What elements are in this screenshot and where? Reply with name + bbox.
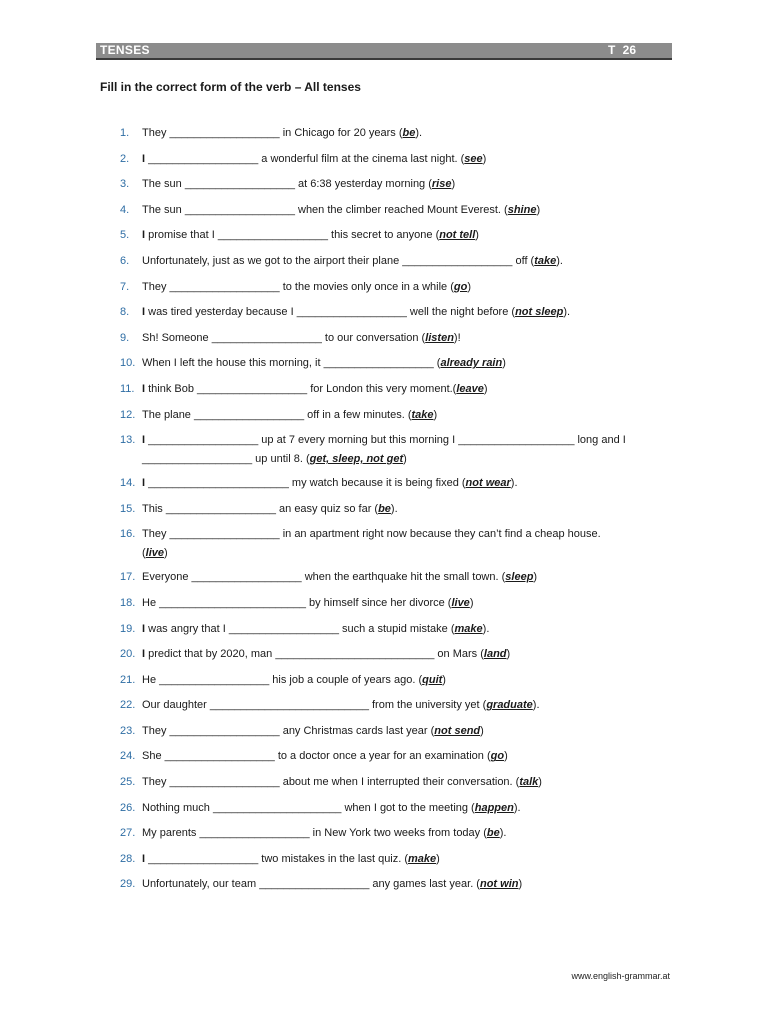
sentence-text: in Chicago for 20 years ( [279,127,403,139]
answer-blank: __________________ [164,750,275,763]
sentence-text: up until 8. ( [252,453,310,466]
sentence-text: by himself since her divorce ( [305,596,452,609]
sentence-text: to the movies only once in a while ( [279,280,454,293]
exercise-item [120,570,680,584]
item-number: 12. [120,408,136,421]
item-sentence [142,877,680,891]
sentence-text: an easy quiz so far ( [275,502,379,515]
item-number: 28. [120,852,136,865]
sentence-start: When I left the house this morning, it [142,357,324,370]
sentence-start: Unfortunately, just as we got to the airport their plane [142,254,403,267]
sentence-start: My parents [142,827,200,840]
sentence-text: ( [142,547,146,560]
verb-hint: make [408,852,437,865]
item-number: 20. [120,648,136,661]
exercise-item [120,877,680,891]
sentence-text: well the night before ( [406,306,516,319]
item-sentence [142,775,680,789]
answer-blank: __________________ [159,673,270,686]
sentence-text: his job a couple of years ago. ( [269,673,423,686]
sentence-text: any games last year. ( [369,878,480,891]
item-sentence-continued [142,546,680,560]
answer-blank: _______________________ [148,477,289,490]
item-sentence [142,724,680,738]
sentence-text: to a doctor once a year for an examination ( [274,750,491,763]
exercise-item [120,852,680,866]
sentence-start: This [142,502,166,515]
item-sentence [142,647,680,661]
item-number: 26. [120,801,136,814]
verb-hint: live [145,547,165,560]
sentence-text: _ long and I [568,434,626,447]
item-sentence [142,203,680,217]
sentence-end: ) [436,852,440,865]
sentence-end: ) [506,648,511,661]
answer-blank: __________________ [211,331,322,344]
item-number: 11. [120,382,135,395]
sentence-end: ). [563,306,571,319]
sentence-start: I was tired yesterday because I [142,306,297,319]
answer-blank: __________________ [165,502,276,515]
header-title: TENSES [100,43,150,57]
item-number: 3. [120,178,130,191]
sentence-end: ) [482,152,487,165]
item-sentence [142,801,680,815]
answer-blank: __________________ [184,203,295,216]
item-sentence [142,622,680,636]
sentence-text: my watch because it is being fixed ( [288,477,466,490]
sentence-end: ) [480,724,484,737]
exercise-item [120,622,680,636]
answer-blank: __________________ [169,528,280,541]
exercise-item [120,228,680,242]
exercise-item [120,408,680,422]
item-sentence [142,331,680,345]
answer-blank: __________________ [193,408,305,421]
sentence-text: such a stupid mistake ( [338,622,455,635]
answer-blank: __________________ [148,434,259,447]
exercise-item [120,356,680,370]
verb-hint: talk [519,776,539,789]
sentence-end: ). [513,801,521,814]
item-number: 15. [120,502,136,515]
item-sentence [142,280,680,294]
answer-blank: __________________ [169,127,280,139]
sentence-end: ). [532,699,540,712]
sentence-end: ). [510,477,518,490]
item-number: 25. [120,776,136,789]
sentence-text: when I got to the meeting ( [341,801,475,814]
item-sentence [142,852,680,866]
verb-hint: listen [425,331,454,344]
verb-hint: not wear [465,477,511,490]
item-number: 23. [120,724,136,737]
answer-blank: __________________ [142,453,253,466]
sentence-start: The plane [142,408,194,421]
answer-blank: __________________ [169,280,280,293]
answer-blank: __________________ [197,382,308,395]
sentence-end: ) [467,280,472,293]
item-number: 7. [120,280,130,293]
answer-blank: __________________ [169,724,280,737]
verb-hint: graduate [486,699,533,712]
sentence-text: when the earthquake hit the small town. ( [301,571,506,584]
sentence-end: ). [482,622,490,635]
item-number: 13. [120,434,136,447]
verb-hint: make [454,622,483,635]
item-number: 1. [120,127,130,139]
header-bar [96,43,672,60]
item-sentence [142,502,680,516]
sentence-text: any Christmas cards last year ( [279,724,435,737]
verb-hint: be [402,127,416,139]
item-number: 21. [120,673,136,686]
sentence-text: a wonderful film at the cinema last night. ( [258,152,465,165]
item-sentence [142,126,680,140]
verb-hint: get, sleep, not get [309,453,404,466]
sentence-end: ) [504,750,508,763]
exercise-item [120,331,680,345]
answer-blank: __________________ [259,878,370,891]
item-sentence [142,698,680,712]
answer-blank: __________________ [184,178,295,191]
exercise-item [120,126,680,140]
item-sentence [142,254,680,268]
exercise-item [120,433,680,466]
item-number: 10. [120,357,136,370]
sentence-text: off in a few minutes. ( [304,408,412,421]
sentence-text: for London this very moment.( [307,382,457,395]
sentence-start: The sun [142,203,185,216]
sentence-start: I [142,434,146,447]
answer-blank: __________________ [458,434,569,447]
exercise-list [120,126,680,903]
sentence-end: ). [556,254,563,267]
sentence-start: I think Bob [142,382,198,395]
item-number: 19. [120,622,136,635]
exercise-item [120,152,680,166]
exercise-heading: Fill in the correct form of the verb – All tenses [100,80,361,94]
exercise-item [120,596,680,610]
item-number: 27. [120,827,136,840]
verb-hint: live [451,596,470,609]
verb-hint: take [411,408,434,421]
item-number: 2. [120,152,130,165]
answer-blank: __________________ [148,852,259,865]
sentence-start: He [142,596,160,609]
item-number: 29. [120,878,136,891]
sentence-text: up at 7 every morning but this morning I [258,434,459,447]
sentence-text: in New York two weeks from today ( [309,827,487,840]
exercise-item [120,698,680,712]
item-sentence [142,408,680,422]
exercise-item [120,647,680,661]
item-number: 8. [120,306,130,319]
sentence-end: ). [390,502,398,515]
answer-blank: __________________ [148,152,259,165]
exercise-item [120,177,680,191]
sentence-start: I [142,477,146,490]
verb-hint: see [464,152,483,165]
exercise-item [120,305,680,319]
item-number: 14. [120,477,136,490]
sentence-text: from the university yet ( [368,699,487,712]
item-sentence [142,356,680,370]
answer-blank: __________________________ [209,699,369,712]
sentence-end: ). [415,127,423,139]
verb-hint: not win [479,878,519,891]
answer-blank: __________________ [323,357,434,370]
sentence-start: Our daughter [142,699,210,712]
item-sentence-continued [142,452,680,466]
item-sentence [142,305,680,319]
verb-hint: not send [434,724,481,737]
exercise-item [120,527,680,560]
verb-hint: land [483,648,507,661]
verb-hint: sleep [505,571,534,584]
sentence-end: )! [453,331,461,344]
exercise-item [120,826,680,840]
answer-blank: __________________________ [275,648,435,661]
exercise-item [120,254,680,268]
sentence-start: They [142,280,170,293]
sentence-text: about me when I interrupted their conversation. ( [279,776,520,789]
sentence-start: The sun [142,178,185,191]
item-number: 6. [120,254,130,267]
verb-hint: not tell [439,229,476,242]
sentence-text: this secret to anyone ( [327,229,440,242]
sentence-start: They [142,528,170,541]
item-number: 9. [120,331,130,344]
sentence-end: ) [518,878,523,891]
answer-blank: __________________ [191,571,302,584]
sentence-end: ) [164,547,168,560]
sentence-text: to our conversation ( [321,331,426,344]
item-sentence [142,673,680,687]
item-sentence [142,177,680,191]
sentence-start: They [142,724,170,737]
sentence-start: I [142,152,146,165]
answer-blank: __________________ [199,827,310,840]
sentence-start: They [142,776,170,789]
sentence-start: She [142,750,165,763]
sentence-start: I was angry that I [142,622,229,635]
item-number: 22. [120,699,136,712]
answer-blank: __________________ [296,306,407,319]
sentence-end: ) [469,596,474,609]
exercise-item [120,801,680,815]
sentence-end: ) [451,178,456,191]
verb-hint: rise [431,178,452,191]
sentence-text: at 6:38 yesterday morning ( [294,178,432,191]
sentence-end: ) [533,571,538,584]
item-number: 18. [120,596,136,609]
answer-blank: __________________ [217,229,328,242]
sentence-start: He [142,673,160,686]
sentence-start: They [142,127,170,139]
verb-hint: take [534,254,557,267]
answer-blank: _____________________ [212,801,342,814]
sentence-start: Unfortunately, our team [142,878,260,891]
sentence-end: ) [538,776,542,789]
exercise-item [120,724,680,738]
answer-blank: __________________ [402,254,513,267]
item-sentence [142,596,680,610]
exercise-item [120,775,680,789]
verb-hint: go [490,750,505,763]
verb-hint: leave [456,382,484,395]
footer-url: www.english-grammar.at [571,971,670,981]
item-sentence [142,749,680,763]
sentence-end: ) [475,229,479,242]
sentence-start: Everyone [142,571,192,584]
sentence-end: ) [536,203,541,216]
item-sentence [142,570,680,584]
item-sentence [142,152,680,166]
sentence-text: ( [433,357,441,370]
sentence-start: I [142,852,146,865]
verb-hint: be [378,502,391,515]
exercise-item [120,382,680,396]
sentence-end: ). [499,827,507,840]
item-sentence [142,382,680,396]
verb-hint: happen [474,801,514,814]
sentence-end: ) [483,382,488,395]
sentence-start: I predict that by 2020, man [142,648,276,661]
sentence-end: ) [442,673,446,686]
answer-blank: ________________________ [159,596,306,609]
sentence-start: I promise that I [142,229,218,242]
answer-blank: __________________ [169,776,280,789]
sentence-text: off ( [512,254,535,267]
item-sentence [142,826,680,840]
item-number: 5. [120,229,130,242]
sentence-start: Nothing much [142,801,213,814]
verb-hint: not sleep [515,306,564,319]
item-number: 4. [120,203,130,216]
exercise-item [120,673,680,687]
exercise-item [120,749,680,763]
sentence-end: ) [433,408,438,421]
item-number: 24. [120,750,136,763]
verb-hint: go [453,280,468,293]
exercise-item [120,203,680,217]
exercise-item [120,280,680,294]
sentence-text: in an apartment right now because they can’t find a cheap house. [279,528,601,541]
exercise-item [120,502,680,516]
item-sentence [142,476,680,490]
sentence-end: ) [403,453,407,466]
item-sentence [142,527,680,541]
answer-blank: __________________ [228,622,339,635]
verb-hint: be [486,827,500,840]
sentence-end: ) [502,357,506,370]
sentence-text: when the climber reached Mount Everest. ( [294,203,508,216]
item-sentence [142,433,680,447]
worksheet-code: T 26 [607,43,636,57]
verb-hint: already rain [440,357,503,370]
sentence-text: on Mars ( [434,648,484,661]
item-number: 17. [120,571,136,584]
verb-hint: shine [507,203,537,216]
sentence-text: two mistakes in the last quiz. ( [258,852,409,865]
item-sentence [142,228,680,242]
item-number: 16. [120,528,136,541]
sentence-start: Sh! Someone [142,331,212,344]
verb-hint: quit [422,673,443,686]
exercise-item [120,476,680,490]
